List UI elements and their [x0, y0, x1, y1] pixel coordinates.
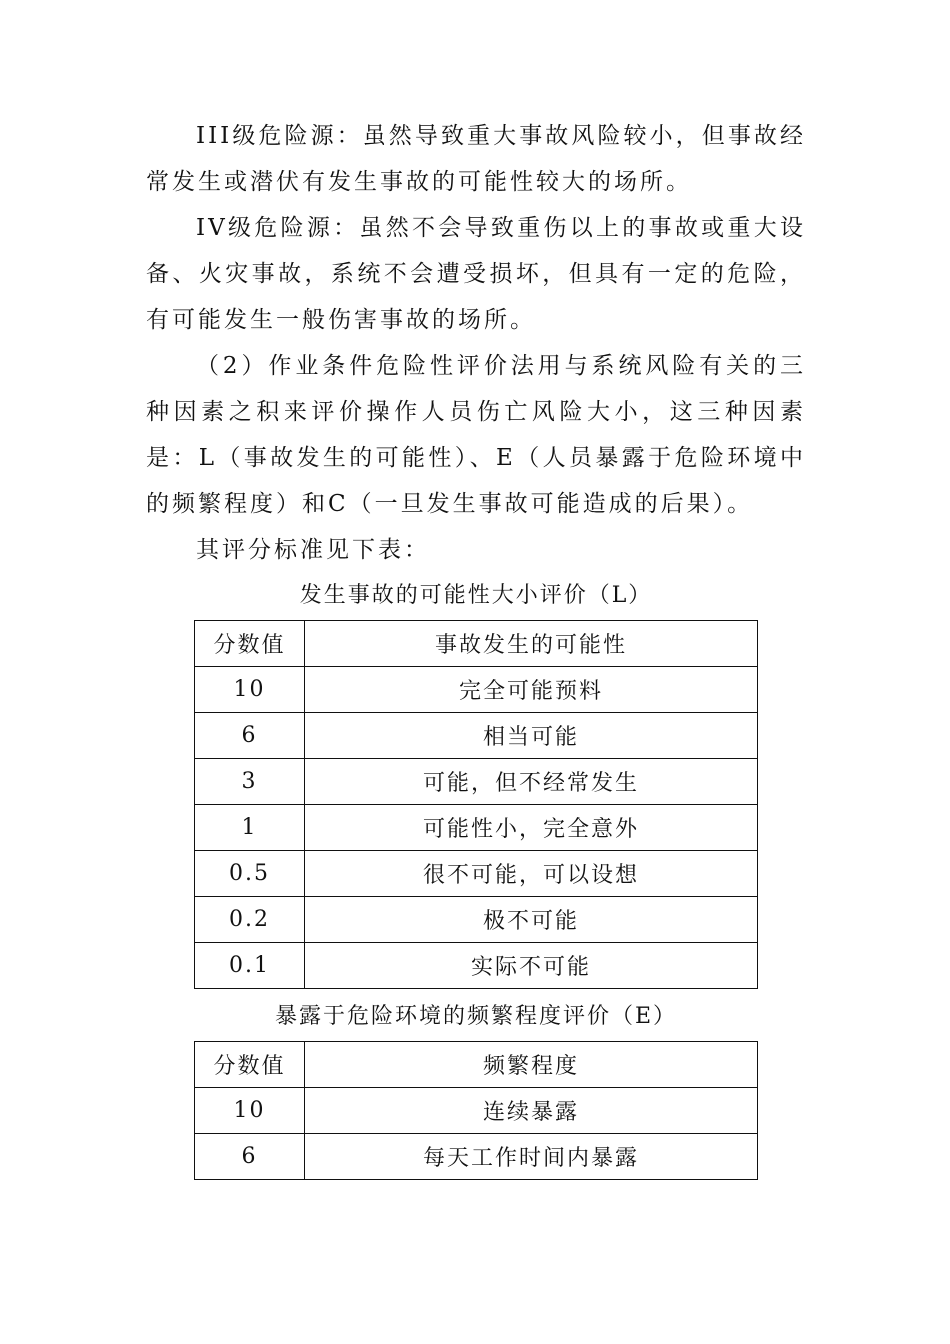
table-row	[195, 1088, 758, 1134]
paragraph-lec-method: （2）作业条件危险性评价法用与系统风险有关的三种因素之积来评价操作人员伤亡风险大小，这三种因素是：L（事故发生的可能性）、E（人员暴露于危险环境中的频繁程度）和C（一旦发生事故可能造成的后果）。	[146, 353, 806, 517]
table-row	[195, 1134, 758, 1180]
description-cell: 可能性小，完全意外	[305, 805, 758, 851]
table-header-row	[195, 1042, 758, 1088]
score-cell: 10	[195, 1088, 305, 1134]
score-cell: 3	[195, 759, 305, 805]
score-cell: 0.5	[195, 851, 305, 897]
table-exposure	[194, 1041, 758, 1180]
description-cell: 每天工作时间内暴露	[305, 1134, 758, 1180]
table-likelihood	[194, 620, 758, 989]
header-score: 分数值	[195, 1042, 305, 1088]
table-row	[195, 897, 758, 943]
table-header-row	[195, 621, 758, 667]
score-cell: 1	[195, 805, 305, 851]
score-cell: 0.1	[195, 943, 305, 989]
table-e-caption: 暴露于危险环境的频繁程度评价（E）	[274, 1004, 678, 1029]
paragraph-level-3-hazard: III级危险源：虽然导致重大事故风险较小，但事故经常发生或潜伏有发生事故的可能性较大的场所。	[146, 123, 806, 195]
description-cell: 很不可能，可以设想	[305, 851, 758, 897]
table-row	[195, 759, 758, 805]
table-row	[195, 943, 758, 989]
paragraph-level-4-hazard: IV级危险源：虽然不会导致重伤以上的事故或重大设备、火灾事故，系统不会遭受损坏，但具有一定的危险，有可能发生一般伤害事故的场所。	[146, 215, 806, 333]
table-row	[195, 713, 758, 759]
description-cell: 连续暴露	[305, 1088, 758, 1134]
header-likelihood: 事故发生的可能性	[305, 621, 758, 667]
header-frequency: 频繁程度	[305, 1042, 758, 1088]
description-cell: 极不可能	[305, 897, 758, 943]
description-cell: 可能，但不经常发生	[305, 759, 758, 805]
table-row	[195, 851, 758, 897]
table-row	[195, 667, 758, 713]
description-cell: 完全可能预料	[305, 667, 758, 713]
table-row	[195, 805, 758, 851]
description-cell: 相当可能	[305, 713, 758, 759]
score-cell: 6	[195, 713, 305, 759]
score-cell: 0.2	[195, 897, 305, 943]
header-score: 分数值	[195, 621, 305, 667]
table-l-caption: 发生事故的可能性大小评价（L）	[299, 583, 653, 608]
description-cell: 实际不可能	[305, 943, 758, 989]
paragraph-scoring-intro: 其评分标准见下表：	[196, 537, 430, 563]
score-cell: 10	[195, 667, 305, 713]
score-cell: 6	[195, 1134, 305, 1180]
